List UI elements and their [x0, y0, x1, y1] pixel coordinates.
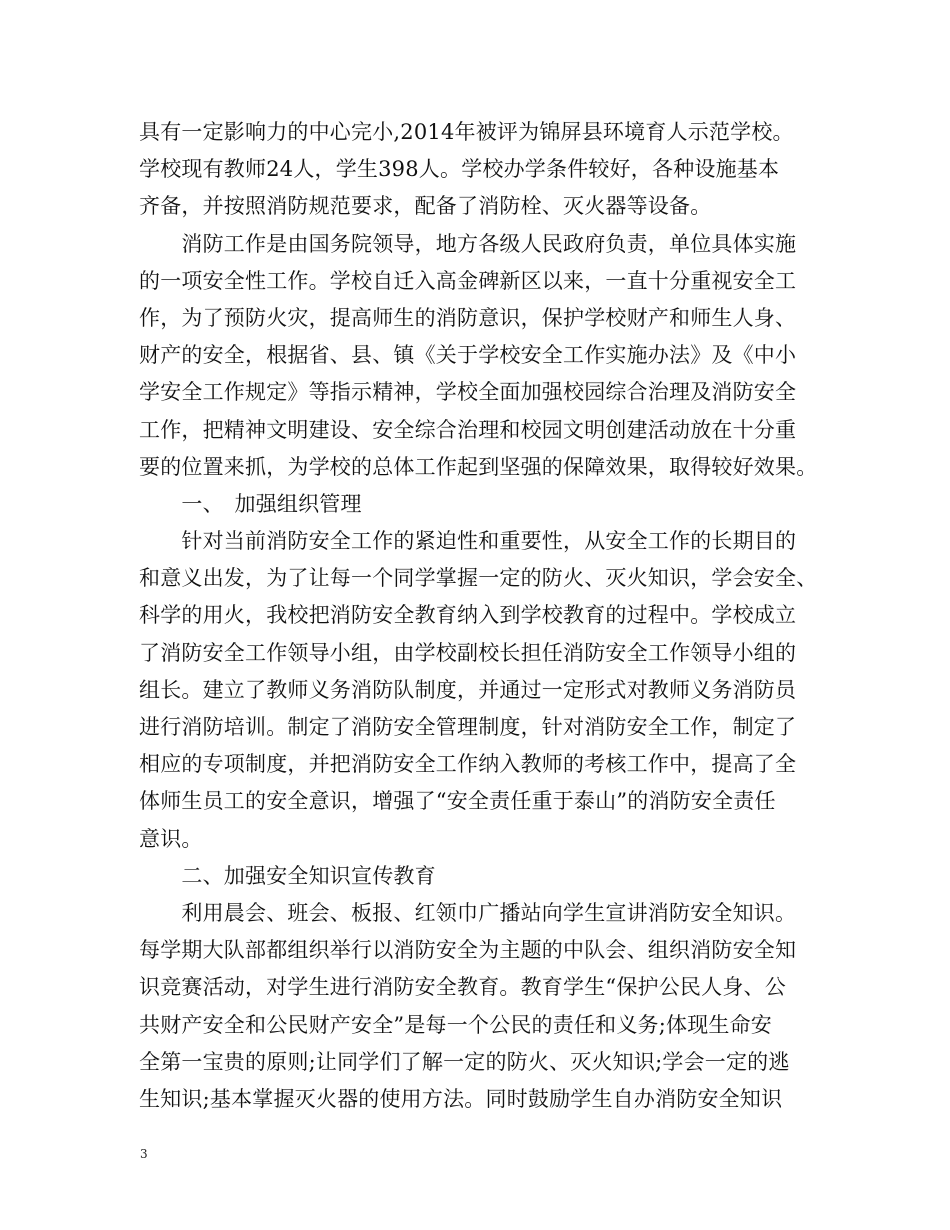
body-text: [139, 114, 827, 1118]
text-line: 学校现有教师24人，学生398人。学校办学条件较好，各种设施基本: [139, 157, 780, 182]
text-line: 的一项安全性工作。学校自迁入高金碑新区以来，一直十分重视安全工: [139, 268, 797, 293]
text-line: 科学的用火，我校把消防安全教育纳入到学校教育的过程中。学校成立: [139, 603, 797, 628]
text-line: 作，为了预防火灾，提高师生的消防意识，保护学校财产和师生人身、: [139, 305, 797, 330]
text-line: 全第一宝贵的原则;让同学们了解一定的防火、灭火知识;学会一定的逃: [139, 1049, 790, 1074]
text-line: 共财产安全和公民财产安全”是每一个公民的责任和义务;体现生命安: [139, 1012, 773, 1037]
text-line: 学安全工作规定》等指示精神，学校全面加强校园综合治理及消防安全: [139, 380, 797, 405]
text-line: 具有一定影响力的中心完小,2014年被评为锦屏县环境育人示范学校。: [139, 120, 794, 144]
text-line: 每学期大队部都组织举行以消防安全为主题的中队会、组织消防安全知: [139, 938, 797, 963]
text-line: 齐备，并按照消防规范要求，配备了消防栓、灭火器等设备。: [139, 194, 712, 219]
text-line: 相应的专项制度，并把消防安全工作纳入教师的考核工作中，提高了全: [139, 752, 797, 777]
text-line: 意识。: [139, 826, 203, 851]
text-line: 体师生员工的安全意识，增强了“安全责任重于泰山”的消防安全责任: [139, 789, 776, 814]
text-line: 针对当前消防安全工作的紧迫性和重要性，从安全工作的长期目的: [139, 529, 797, 554]
page-number: 3: [140, 1147, 148, 1161]
text-line: 工作，把精神文明建设、安全综合治理和校园文明创建活动放在十分重: [139, 417, 797, 442]
text-line: 了消防安全工作领导小组，由学校副校长担任消防安全工作领导小组的: [139, 640, 797, 665]
text-line: 要的位置来抓，为学校的总体工作起到坚强的保障效果，取得较好效果。: [139, 454, 818, 479]
text-line: 和意义出发，为了让每一个同学掌握一定的防火、灭火知识，学会安全、: [139, 566, 818, 591]
text-line: 财产的安全，根据省、县、镇《关于学校安全工作实施办法》及《中小: [139, 343, 797, 368]
text-line: 生知识;基本掌握灭火器的使用方法。同时鼓励学生自办消防安全知识: [139, 1086, 783, 1111]
text-line: 二、加强安全知识宣传教育: [139, 863, 436, 888]
text-line: 识竞赛活动，对学生进行消防安全教育。教育学生“保护公民人身、公: [139, 975, 786, 1000]
text-line: 利用晨会、班会、板报、红领巾广播站向学生宣讲消防安全知识。: [139, 900, 797, 925]
text-line: 消防工作是由国务院领导，地方各级人民政府负责，单位具体实施: [139, 231, 797, 256]
text-line: 一、 加强组织管理: [139, 491, 362, 516]
text-line: 组长。建立了教师义务消防队制度，并通过一定形式对教师义务消防员: [139, 677, 797, 702]
text-line: 进行消防培训。制定了消防安全管理制度，针对消防安全工作，制定了: [139, 715, 797, 739]
